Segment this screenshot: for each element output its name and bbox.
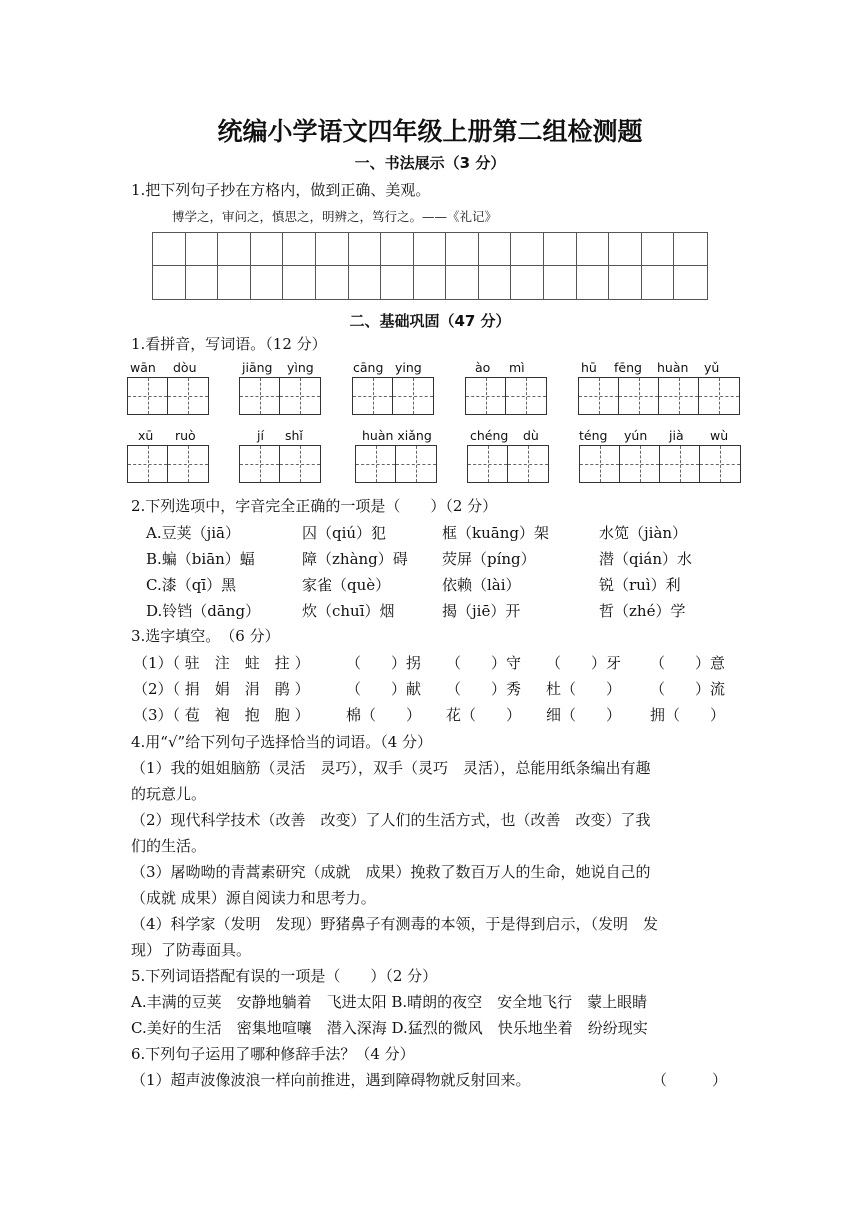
rhetoric-item-1: （1）超声波像波浪一样向前推进，遇到障碍物就反射回来。 xyxy=(131,1071,531,1089)
collocation-question-prompt: 5.下列词语搭配有误的一项是（ ）（2 分） xyxy=(131,967,438,985)
pinyin-syllable: yǔ xyxy=(704,360,720,375)
grid-cell[interactable] xyxy=(316,233,349,266)
option-word: 水笕（jiàn） xyxy=(599,524,688,542)
character-choices: （3）（ 苞 袍 抱 胞 ） xyxy=(133,706,310,724)
pinyin-syllable: jiāng xyxy=(242,360,273,375)
grid-cell[interactable] xyxy=(414,266,447,299)
grid-cell[interactable] xyxy=(446,233,479,266)
grid-cell[interactable] xyxy=(511,266,544,299)
section-1-question-1: 1.把下列句子抄在方格内，做到正确、美观。 xyxy=(131,181,431,199)
grid-cell[interactable] xyxy=(381,266,414,299)
option-word: 哲（zhé）学 xyxy=(599,602,686,620)
option-word: 框（kuāng）架 xyxy=(442,524,549,542)
fill-blank[interactable]: 花（ ） xyxy=(446,706,522,724)
fill-blank[interactable]: （ ）流 xyxy=(650,680,726,698)
pinyin-syllable: wù xyxy=(710,428,729,443)
grid-cell[interactable] xyxy=(251,266,284,299)
pinyin-question-prompt: 1.看拼音，写词语。（12 分） xyxy=(131,335,327,353)
page-title: 统编小学语文四年级上册第二组检测题 xyxy=(217,117,643,146)
word-choice-line: （成就 成果）源自阅读力和思考力。 xyxy=(131,889,376,907)
grid-cell[interactable] xyxy=(544,233,577,266)
word-choice-line: （4）科学家（发明 发现）野猪鼻子有测毒的本领，于是得到启示，（发明 发 xyxy=(131,915,659,933)
option-word: 障（zhàng）碍 xyxy=(302,550,408,568)
option-word: 囚（qiú）犯 xyxy=(302,524,387,542)
grid-cell[interactable] xyxy=(642,233,675,266)
grid-cell[interactable] xyxy=(479,266,512,299)
grid-cell[interactable] xyxy=(153,233,186,266)
option-label[interactable]: A.豆荚（jiā） xyxy=(146,524,240,542)
pinyin-syllable: chéng xyxy=(470,428,509,443)
pinyin-syllable: cāng xyxy=(353,360,384,375)
section-2-heading: 二、基础巩固（47 分） xyxy=(349,312,511,330)
grid-cell[interactable] xyxy=(479,233,512,266)
tianzige-boxes[interactable] xyxy=(355,445,437,483)
option-word: 潜（qián）水 xyxy=(599,550,693,568)
grid-cell[interactable] xyxy=(414,233,447,266)
tianzige-boxes[interactable] xyxy=(578,377,740,415)
word-choice-line: （3）屠呦呦的青蒿素研究（成就 成果）挽救了数百万人的生命，她说自己的 xyxy=(131,863,651,881)
tianzige-boxes[interactable] xyxy=(239,445,321,483)
tianzige-boxes[interactable] xyxy=(239,377,321,415)
grid-cell[interactable] xyxy=(316,266,349,299)
section-1-heading: 一、书法展示（3 分） xyxy=(354,154,506,172)
grid-cell[interactable] xyxy=(446,266,479,299)
calligraphy-grid[interactable] xyxy=(152,232,708,300)
pinyin-syllable: fēng xyxy=(614,360,642,375)
grid-cell[interactable] xyxy=(218,233,251,266)
pinyin-syllable: téng xyxy=(579,428,608,443)
fill-blank[interactable]: 棉（ ） xyxy=(346,706,422,724)
word-choice-line: 现）了防毒面具。 xyxy=(131,941,252,959)
pinyin-syllable: dù xyxy=(523,428,539,443)
fill-blank[interactable]: （ ）守 xyxy=(446,654,522,672)
option-word: 揭（jiē）开 xyxy=(442,602,521,620)
option-word: 家雀（què） xyxy=(302,576,391,594)
pinyin-syllable: dòu xyxy=(173,360,197,375)
pinyin-syllable: ào xyxy=(475,360,491,375)
word-choice-line: 的玩意儿。 xyxy=(131,785,207,803)
grid-cell[interactable] xyxy=(381,233,414,266)
pinyin-syllable: ying xyxy=(395,360,422,375)
fill-blank[interactable]: 细（ ） xyxy=(546,706,622,724)
grid-cell[interactable] xyxy=(642,266,675,299)
grid-cell[interactable] xyxy=(218,266,251,299)
fill-blank[interactable]: （ ）牙 xyxy=(546,654,622,672)
pinyin-syllable: huàn xyxy=(657,360,689,375)
grid-cell[interactable] xyxy=(186,266,219,299)
fill-word-question-prompt: 3.选字填空。 （6 分） xyxy=(131,627,280,645)
pinyin-syllable: wān xyxy=(130,360,156,375)
fill-blank[interactable]: （ ）献 xyxy=(346,680,422,698)
pinyin-syllable: jí xyxy=(257,428,264,443)
fill-blank[interactable]: （ ）拐 xyxy=(346,654,422,672)
pinyin-syllable: yìng xyxy=(287,360,314,375)
grid-cell[interactable] xyxy=(153,266,186,299)
grid-cell[interactable] xyxy=(349,233,382,266)
grid-cell[interactable] xyxy=(577,233,610,266)
character-choices: （2）（ 捐 娟 涓 鹃 ） xyxy=(133,680,310,698)
grid-cell[interactable] xyxy=(283,233,316,266)
grid-cell[interactable] xyxy=(577,266,610,299)
word-choice-question-prompt: 4.用“√”给下列句子选择恰当的词语。（4 分） xyxy=(131,733,433,751)
tianzige-boxes[interactable] xyxy=(579,445,741,483)
pinyin-syllable: ruò xyxy=(175,428,196,443)
grid-cell[interactable] xyxy=(674,266,707,299)
option-word: 炊（chuī）烟 xyxy=(302,602,395,620)
option-word: 锐（ruì）利 xyxy=(599,576,681,594)
answer-blank[interactable]: （ ） xyxy=(652,1071,728,1089)
pinyin-syllable: hū xyxy=(581,360,597,375)
pronunciation-question-prompt: 2.下列选项中，字音完全正确的一项是（ ）（2 分） xyxy=(131,497,498,515)
grid-cell[interactable] xyxy=(674,233,707,266)
option-label[interactable]: C.漆（qī）黑 xyxy=(146,576,237,594)
word-choice-line: （2）现代科学技术（改善 改变）了人们的生活方式，也（改善 改变）了我 xyxy=(131,811,651,829)
grid-cell[interactable] xyxy=(283,266,316,299)
pinyin-syllable: huàn xiǎng xyxy=(362,428,432,443)
calligraphy-quote: 博学之，审问之，慎思之，明辨之，笃行之。——《礼记》 xyxy=(172,209,498,224)
collocation-options-cd: C.美好的生活 密集地喧嚷 潜入深海 D.猛烈的微风 快乐地坐着 纷纷现实 xyxy=(131,1019,648,1037)
grid-cell[interactable] xyxy=(609,233,642,266)
option-word: 依赖（lài） xyxy=(442,576,521,594)
grid-cell[interactable] xyxy=(251,233,284,266)
pinyin-syllable: xū xyxy=(138,428,154,443)
word-choice-line: 们的生活。 xyxy=(131,837,207,855)
fill-blank[interactable]: 杜（ ） xyxy=(546,680,622,698)
grid-cell[interactable] xyxy=(186,233,219,266)
grid-cell[interactable] xyxy=(609,266,642,299)
tianzige-boxes[interactable] xyxy=(127,377,209,415)
tianzige-boxes[interactable] xyxy=(465,377,547,415)
tianzige-boxes[interactable] xyxy=(467,445,549,483)
fill-blank[interactable]: （ ）意 xyxy=(650,654,726,672)
pinyin-syllable: yún xyxy=(624,428,648,443)
grid-cell[interactable] xyxy=(349,266,382,299)
fill-blank[interactable]: 拥（ ） xyxy=(650,706,726,724)
option-word: 荧屏（píng） xyxy=(442,550,536,568)
rhetoric-question-prompt: 6.下列句子运用了哪种修辞手法？（4 分） xyxy=(131,1045,415,1063)
pinyin-syllable: jià xyxy=(669,428,684,443)
pinyin-syllable: shǐ xyxy=(285,428,303,443)
word-choice-line: （1）我的姐姐脑筋（灵活 灵巧），双手（灵巧 灵活），总能用纸条编出有趣 xyxy=(131,759,651,777)
grid-cell[interactable] xyxy=(544,266,577,299)
tianzige-boxes[interactable] xyxy=(127,445,209,483)
fill-blank[interactable]: （ ）秀 xyxy=(446,680,522,698)
option-label[interactable]: D.铃铛（dāng） xyxy=(146,602,261,620)
collocation-options-ab: A.丰满的豆荚 安静地躺着 飞进太阳 B.晴朗的夜空 安全地飞行 蒙上眼睛 xyxy=(131,993,648,1011)
character-choices: （1）（ 驻 注 蛀 拄 ） xyxy=(133,654,310,672)
option-label[interactable]: B.蝙（biān）蝠 xyxy=(146,550,255,568)
tianzige-boxes[interactable] xyxy=(352,377,434,415)
pinyin-syllable: mì xyxy=(509,360,525,375)
grid-cell[interactable] xyxy=(511,233,544,266)
